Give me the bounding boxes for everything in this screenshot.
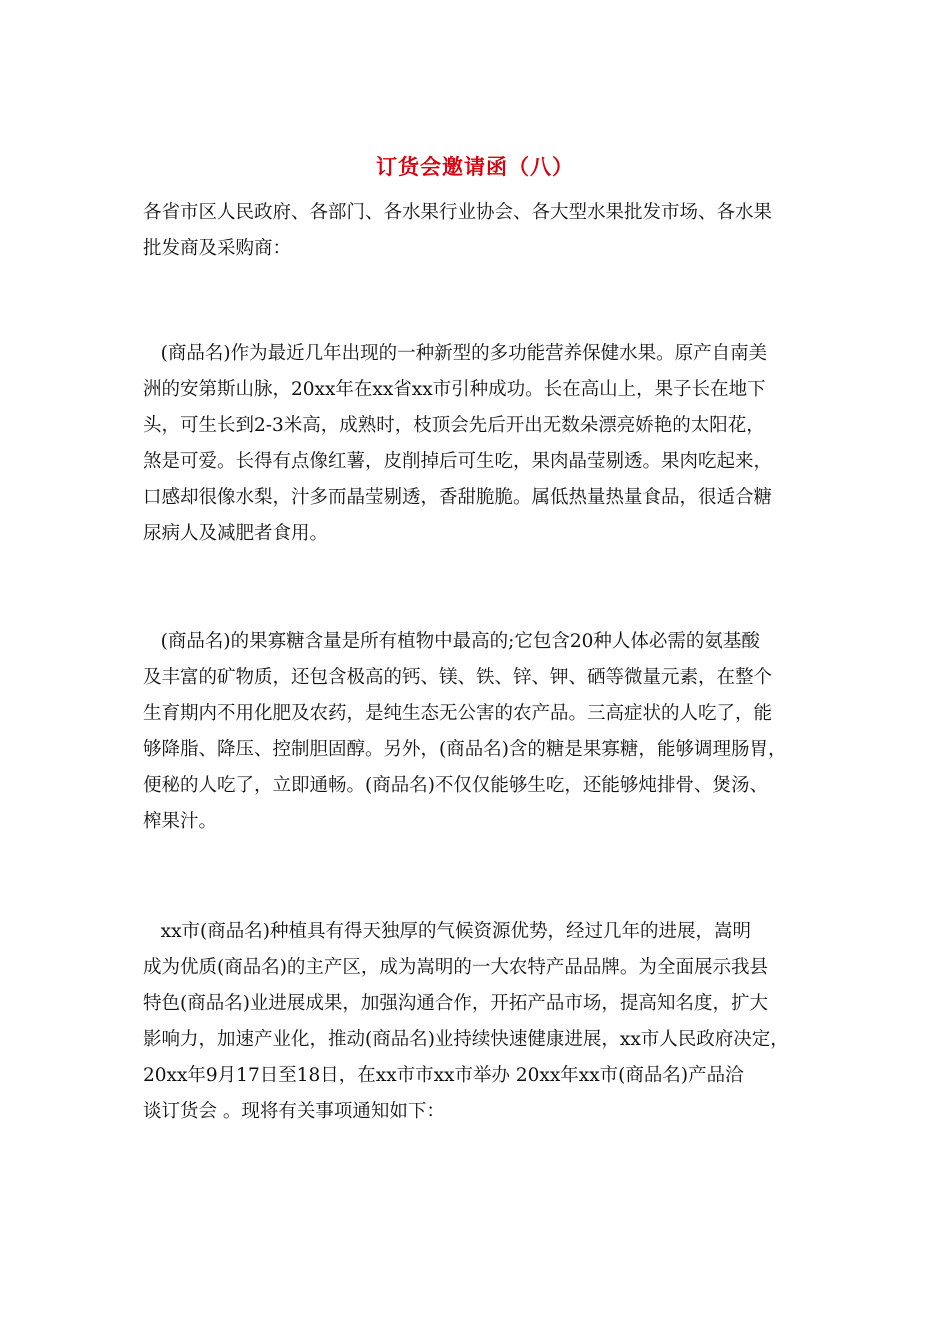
salutation: 各省市区人民政府、各部门、各水果行业协会、各大型水果批发市场、各水果 批发商及采购商： [143,202,773,259]
paragraph-event-notice: xx市(商品名)种植具有得天独厚的气候资源优势，经过几年的进展，嵩明 成为优质(商品名)的主产区，成为嵩明的一大农特产品品牌。为全面展示我县 特色(商品名)业进展成果，加强沟通合作，开拓产品市场，提高知名度，扩大 影响力，加速产业化，推动(商品名)业持续快速健康进展，xx市人民政府决定， 20xx年9月17日至18日，在xx市市xx市举办 20xx年xx市(商品名)产品洽 谈订货会 。现将有关事项通知如下： [143,921,789,1122]
paragraph-product-intro: (商品名)作为最近几年出现的一种新型的多功能营养保健水果。原产自南美 洲的安第斯山脉，20xx年在xx省xx市引种成功。长在高山上，果子长在地下 头，可生长到2-3米高，成熟时，枝顶会先后开出无数朵漂亮娇艳的太阳花， 煞是可爱。长得有点像红薯，皮削掉后可生吃，果肉晶莹剔透。果肉吃起来， 口感却很像水梨，汁多而晶莹剔透，香甜脆脆。属低热量热量食品，很适合糖 尿病人及减肥者食用。 [143,343,773,544]
document-title: 订货会邀请函（八） [376,154,574,179]
paragraph-nutrition: (商品名)的果寡糖含量是所有植物中最高的;它包含20种人体必需的氨基酸 及丰富的矿物质，还包含极高的钙、镁、铁、锌、钾、硒等微量元素，在整个 生育期内不用化肥及农药，是纯生态无公害的农产品。三高症状的人吃了，能 够降脂、降压、控制胆固醇。另外，(商品名)含的糖是果寡糖，能够调理肠胃， 便秘的人吃了，立即通畅。(商品名)不仅仅能够生吃，还能够炖排骨、煲汤、 榨果汁。 [143,631,787,832]
